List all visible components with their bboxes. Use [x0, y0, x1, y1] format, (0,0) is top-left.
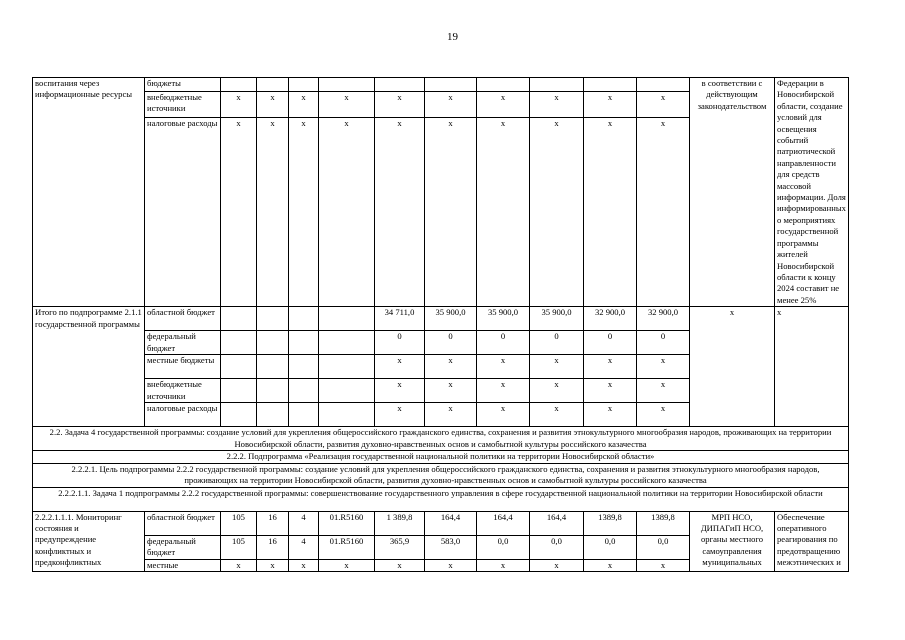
value-cell: x — [375, 355, 425, 379]
value-cell: 0 — [425, 331, 477, 355]
table-row — [33, 78, 849, 92]
value-cell: 35 900,0 — [477, 307, 530, 331]
table-row — [33, 463, 849, 487]
value-cell: x — [319, 118, 375, 307]
value-cell: 32 900,0 — [584, 307, 637, 331]
value-cell: x — [637, 559, 690, 571]
value-cell: x — [530, 559, 584, 571]
value-cell: x — [375, 91, 425, 117]
funding-source: федеральный бюджет — [145, 535, 221, 559]
table-row — [33, 451, 849, 463]
value-cell: x — [584, 379, 637, 403]
value-cell: x — [584, 91, 637, 117]
value-cell — [375, 78, 425, 92]
value-cell — [289, 355, 319, 379]
section-heading: 2.2.2. Подпрограмма «Реализация государственной национальной политики на территории Новосибирской области» — [33, 451, 849, 463]
value-cell: 16 — [257, 535, 289, 559]
value-cell: x — [637, 118, 690, 307]
value-cell: x — [584, 355, 637, 379]
value-cell: 1389,8 — [584, 511, 637, 535]
value-cell: x — [477, 91, 530, 117]
value-cell — [221, 403, 257, 427]
value-cell: x — [221, 91, 257, 117]
value-cell: 0,0 — [477, 535, 530, 559]
value-cell: 4 — [289, 535, 319, 559]
value-cell: x — [289, 559, 319, 571]
value-cell — [257, 355, 289, 379]
table-row — [33, 427, 849, 451]
funding-source: областной бюджет — [145, 511, 221, 535]
funding-source: внебюджетные источники — [145, 91, 221, 117]
funding-source: федеральный бюджет — [145, 331, 221, 355]
value-cell: 105 — [221, 535, 257, 559]
value-cell: x — [257, 118, 289, 307]
value-cell — [319, 355, 375, 379]
value-cell: x — [530, 355, 584, 379]
funding-source: внебюджетные источники — [145, 379, 221, 403]
value-cell: x — [257, 559, 289, 571]
value-cell: x — [221, 118, 257, 307]
value-cell — [289, 331, 319, 355]
value-cell: x — [257, 91, 289, 117]
value-cell — [221, 331, 257, 355]
value-cell — [319, 403, 375, 427]
value-cell: 164,4 — [477, 511, 530, 535]
value-cell: x — [584, 118, 637, 307]
value-cell: 35 900,0 — [530, 307, 584, 331]
value-cell: 583,0 — [425, 535, 477, 559]
table-row — [33, 307, 849, 331]
value-cell — [289, 379, 319, 403]
value-cell: 164,4 — [530, 511, 584, 535]
value-cell: 01.R5160 — [319, 535, 375, 559]
value-cell — [319, 379, 375, 403]
value-cell — [289, 307, 319, 331]
value-cell: x — [530, 403, 584, 427]
value-cell: x — [375, 379, 425, 403]
activity-name: воспитания через информационные ресурсы — [33, 78, 145, 307]
table-row — [33, 511, 849, 535]
value-cell: x — [425, 403, 477, 427]
value-cell: x — [477, 403, 530, 427]
executor-cell: x — [690, 307, 775, 427]
funding-source: бюджеты — [145, 78, 221, 92]
value-cell: 01.R5160 — [319, 511, 375, 535]
funding-source: налоговые расходы — [145, 118, 221, 307]
value-cell: 105 — [221, 511, 257, 535]
funding-source: областной бюджет — [145, 307, 221, 331]
funding-source: налоговые расходы — [145, 403, 221, 427]
value-cell: 0 — [477, 331, 530, 355]
value-cell: x — [584, 403, 637, 427]
value-cell — [319, 331, 375, 355]
value-cell: 0 — [637, 331, 690, 355]
value-cell: x — [530, 379, 584, 403]
value-cell: x — [425, 91, 477, 117]
value-cell: x — [221, 559, 257, 571]
value-cell: x — [319, 559, 375, 571]
value-cell: x — [375, 118, 425, 307]
page-number: 19 — [447, 31, 458, 43]
value-cell: x — [375, 403, 425, 427]
value-cell — [319, 78, 375, 92]
value-cell: 1 389,8 — [375, 511, 425, 535]
value-cell: 34 711,0 — [375, 307, 425, 331]
value-cell: x — [530, 118, 584, 307]
section-heading: 2.2. Задача 4 государственной программы: создание условий для укрепления общероссийского гражданского единства, сохранения и развития этнокультурного многообразия народов, проживающих на территории Новосибирской области, развития духовно-нравственных основ и самобытной культуры российского казачества — [33, 427, 849, 451]
value-cell: 0 — [375, 331, 425, 355]
table-body — [33, 78, 849, 572]
expected-result: Федерации в Новосибирской области, создание условий для освещения событий патриотической направленности для средств массовой информации. Доля информированных о мероприятиях государственной программы жителей Новосибирской области к концу 2024 составит не менее 25% — [775, 78, 849, 307]
value-cell — [257, 403, 289, 427]
section-heading: 2.2.2.1.1. Задача 1 подпрограммы 2.2.2 государственной программы: совершенствование государственного управления в сфере государственной национальной политики на территории Новосибирской области — [33, 487, 849, 511]
value-cell: x — [425, 118, 477, 307]
value-cell: x — [584, 559, 637, 571]
value-cell — [637, 78, 690, 92]
value-cell — [257, 78, 289, 92]
value-cell: 0,0 — [584, 535, 637, 559]
value-cell: x — [530, 91, 584, 117]
value-cell — [257, 331, 289, 355]
value-cell: x — [425, 355, 477, 379]
program-table — [32, 77, 849, 572]
value-cell — [221, 307, 257, 331]
value-cell: 164,4 — [425, 511, 477, 535]
value-cell — [584, 78, 637, 92]
value-cell — [221, 78, 257, 92]
value-cell: x — [637, 403, 690, 427]
value-cell: 4 — [289, 511, 319, 535]
value-cell: x — [425, 379, 477, 403]
activity-name: Итого по подпрограмме 2.1.1 государственной программы — [33, 307, 145, 427]
value-cell: x — [477, 379, 530, 403]
value-cell — [289, 78, 319, 92]
value-cell: 0 — [530, 331, 584, 355]
value-cell — [257, 379, 289, 403]
value-cell: x — [375, 559, 425, 571]
value-cell: x — [289, 91, 319, 117]
value-cell — [530, 78, 584, 92]
value-cell: x — [289, 118, 319, 307]
value-cell: x — [477, 118, 530, 307]
expected-result: x — [775, 307, 849, 427]
executor-cell: в соответствии с действующим законодательством — [690, 78, 775, 307]
value-cell — [477, 78, 530, 92]
value-cell: 0,0 — [637, 535, 690, 559]
value-cell: x — [477, 355, 530, 379]
activity-name: 2.2.2.1.1.1. Мониторинг состояния и предупреждение конфликтных и предконфликтных — [33, 511, 145, 571]
value-cell: 35 900,0 — [425, 307, 477, 331]
value-cell: x — [425, 559, 477, 571]
value-cell — [289, 403, 319, 427]
funding-source: местные — [145, 559, 221, 571]
section-heading: 2.2.2.1. Цель подпрограммы 2.2.2 государственной программы: создание условий для укрепления общероссийского гражданского единства, сохранения и развития этнокультурного многообразия народов, проживающих на территории Новосибирской области, развития духовно-нравственных основ и самобытной культуры российского казачества — [33, 463, 849, 487]
value-cell: x — [319, 91, 375, 117]
value-cell: 1389,8 — [637, 511, 690, 535]
value-cell — [221, 355, 257, 379]
value-cell — [257, 307, 289, 331]
value-cell: 0 — [584, 331, 637, 355]
executor-cell: МРП НСО, ДИПАГиП НСО, органы местного самоуправления муниципальных — [690, 511, 775, 571]
value-cell — [221, 379, 257, 403]
table-row — [33, 487, 849, 511]
value-cell: 32 900,0 — [637, 307, 690, 331]
value-cell: 16 — [257, 511, 289, 535]
value-cell: x — [637, 355, 690, 379]
value-cell: 0,0 — [530, 535, 584, 559]
value-cell: x — [637, 379, 690, 403]
expected-result: Обеспечение оперативного реагирования по предотвращению межэтнических и — [775, 511, 849, 571]
value-cell — [425, 78, 477, 92]
value-cell: x — [477, 559, 530, 571]
value-cell — [319, 307, 375, 331]
funding-source: местные бюджеты — [145, 355, 221, 379]
value-cell: 365,9 — [375, 535, 425, 559]
value-cell: x — [637, 91, 690, 117]
